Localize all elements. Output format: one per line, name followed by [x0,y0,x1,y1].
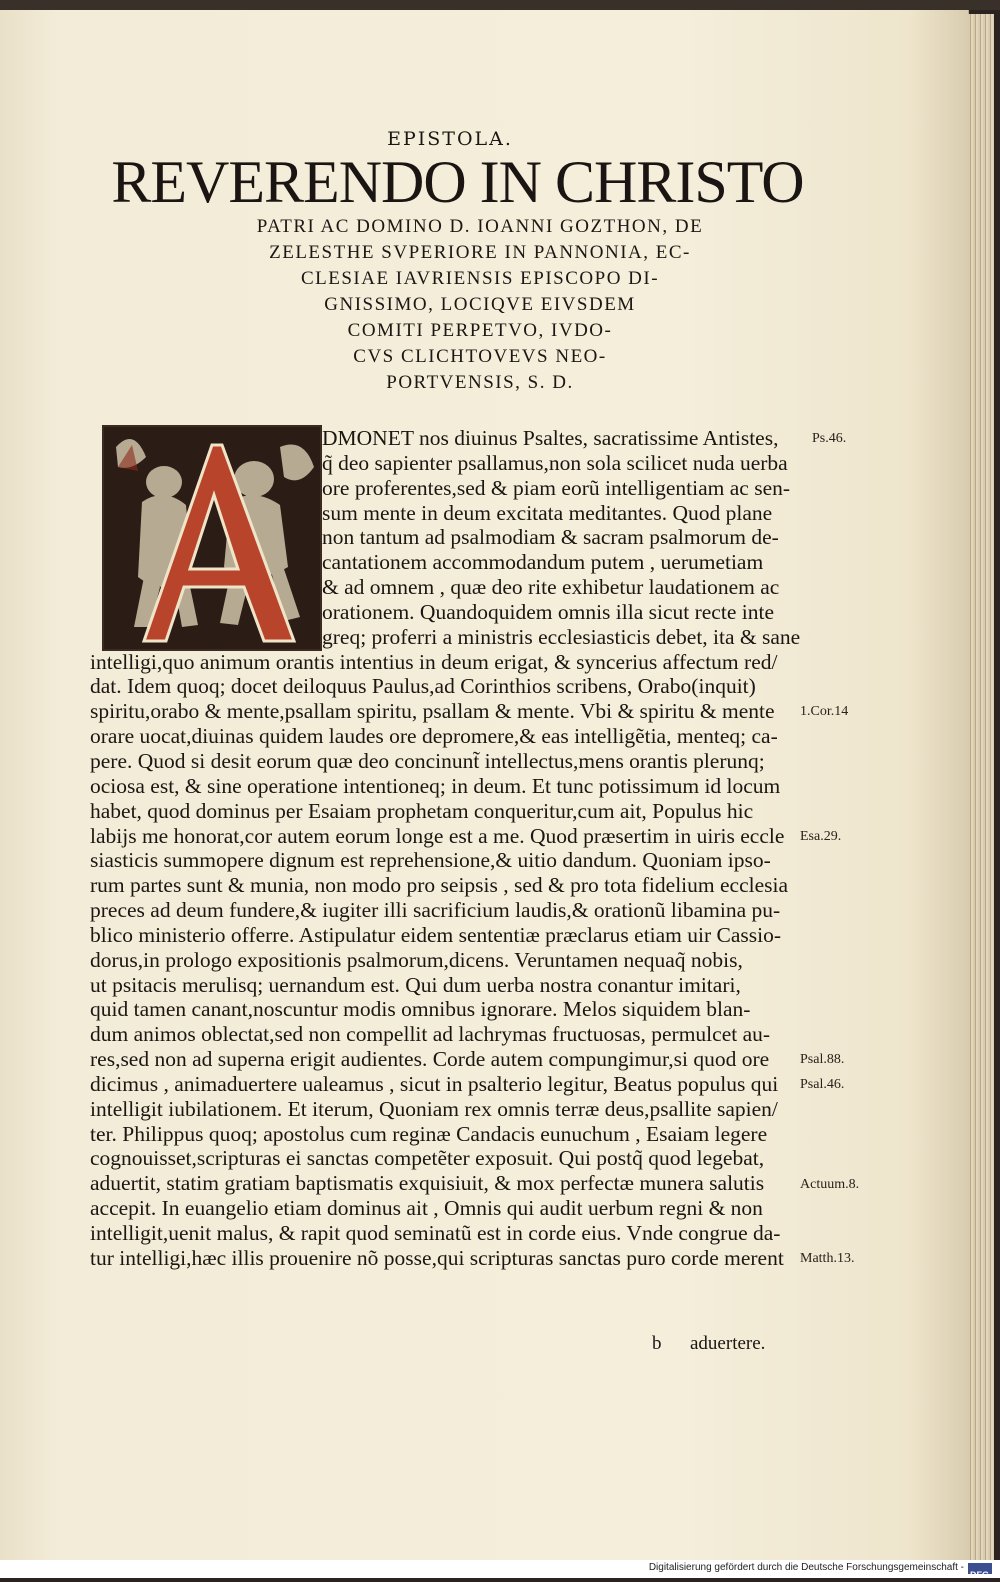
text-line: dorus,in prologo expositionis psalmorum,dicens. Veruntamen nequaq̃ nobis, [90,947,743,972]
margin-note: Esa.29. [800,828,842,844]
text-line: orare uocat,diuinas quidem laudes ore depromere,& eas intelligẽtia, menteq; ca- [90,724,778,749]
text-line: intelligit,uenit malus, & rapit quod seminatũ est in corde eius. Vnde congrue da- [90,1221,781,1245]
heading-epistola: EPISTOLA. [387,128,513,150]
text-line: dat. Idem quoq; docet deiloquus Paulus,ad Corinthios scribens, Orabo(inquit) [90,674,756,699]
text-line: greq; proferri a ministris ecclesiasticis debet, ita & sane [322,624,801,649]
text-line: res,sed non ad superna erigit audientes. Corde autem compungimur,si quod ore [90,1047,770,1072]
text-line: blico ministerio offerre. Astipulatur eidem sententiæ præclarus etiam uir Cassio- [90,922,782,947]
text-line: q̃ deo sapienter psallamus,non sola scilicet nuda uerba [322,450,788,475]
dfg-logo-text: DFG [970,1570,989,1580]
heading-title: REVERENDO IN CHRISTO [111,149,804,215]
text-line: labijs me honorat,cor autem eorum longe est a me. Quod præsertim in uiris eccle [90,823,785,848]
address-line: PATRI AC DOMINO D. IOANNI GOZTHON, DE [256,216,704,237]
margin-note: Matth.13. [800,1251,855,1267]
text-line: habet, quod dominus per Esaiam prophetam conqueritur,cum ait, Populus hic [90,798,754,823]
footer-credit: Digitalisierung gefördert durch die Deutsche Forschungsgemeinschaft - [648,1562,964,1573]
signature-mark: b [652,1333,662,1354]
text-line: dum animos oblectat,sed non compellit ad lachrymas fructuosas, permulcet au- [90,1022,771,1047]
margin-note: 1.Cor.14 [800,704,849,720]
text-line: aduertit, statim gratiam baptismatis exquisiuit, & mox perfectæ munera salutis [90,1171,765,1196]
address-line: CVS CLICHTOVEVS NEO- [353,346,607,367]
margin-note: Actuum.8. [800,1176,860,1192]
text-line: intelligi,quo animum orantis intentius in deum erigat, & syncerius affectum red/ [90,649,778,674]
margin-note: Psal.88. [800,1052,845,1068]
text-line: spiritu,orabo & mente,psallam spiritu, psallam & mente. Vbi & spiritu & mente [90,699,775,724]
text-line: non tantum ad psalmodiam & sacram psalmorum de- [322,525,779,550]
address-line: ZELESTHE SVPERIORE IN PANNONIA, EC- [269,242,691,263]
address-line: PORTVENSIS, S. D. [386,372,574,393]
text-line: rum partes sunt & munia, non modo pro seipsis , sed & pro tota fidelium ecclesia [90,873,789,898]
text-line: ter. Philippus quoq; apostolus cum reginæ Candacis eunuchum , Esaiam legere [90,1121,768,1146]
catchword: aduertere. [690,1333,766,1354]
margin-note: Ps.46. [812,431,847,446]
text-line: dicimus , animaduertere ualeamus , sicut in psalterio legitur, Beatus populus qui [90,1071,779,1096]
text-line: intelligit iubilationem. Et iterum, Quoniam rex omnis terræ deus,psallite sapien/ [90,1096,778,1121]
text-line: quid tamen canant,noscuntur modis omnibus ignorare. Melos siquidem blan- [90,997,751,1022]
text-line: tur intelligi,hæc illis prouenire nõ posse,qui scripturas sanctas puro corde merent [90,1245,784,1270]
text-line: ociosa est, & sine operatione intentioneq; in deum. Et tunc potissimum id locum [90,773,781,798]
text-line: sum mente in deum excitata meditantes. Quod plane [322,500,773,525]
dfg-logo [968,1563,992,1580]
text-line: accepit. In euangelio etiam dominus ait , Omnis qui audit uerbum regni & non [90,1196,763,1221]
text-line: & ad omnem , quæ deo rite exhibetur laudationem ac [322,575,780,600]
body-text [90,426,805,1271]
text-line: pere. Quod si desit eorum quæ deo concinunt̃ intellectus,mens orantis plerunq; [90,748,765,773]
text-line: preces ad deum fundere,& iugiter illi sacrificium laudis,& orationũ libamina pu- [90,898,781,923]
top-edge [0,0,1000,10]
text-line: cognouisset,scripturas ei sanctas competẽter exposuit. Qui postq̃ quod legebat, [90,1146,765,1171]
text-line: cantationem accommodandum putem , uerumetiam [322,550,764,575]
page-edges [968,14,994,1560]
address-line: GNISSIMO, LOCIQVE EIVSDEM [324,294,636,315]
footer-bar [0,1560,1000,1578]
text-line: ut psitacis merulisq; uernandum est. Qui dum uerba nostra conantur imitari, [90,972,741,997]
text-line: DMONET nos diuinus Psaltes, sacratissime Antistes, [322,426,779,450]
text-line: orationem. Quandoquidem omnis illa sicut recte inte [322,599,774,624]
margin-note: Psal.46. [800,1077,845,1093]
address-line: COMITI PERPETVO, IVDO- [347,320,613,341]
heading-address [150,214,810,396]
address-line: CLESIAE IAVRIENSIS EPISCOPO DI- [300,268,660,289]
text-line: siasticis summopere dignum est reprehensione,& uitio dandum. Quoniam ipso- [90,848,771,873]
text-line: ore proferentes,sed & piam eorũ intelligentiam ac sen- [322,475,791,500]
